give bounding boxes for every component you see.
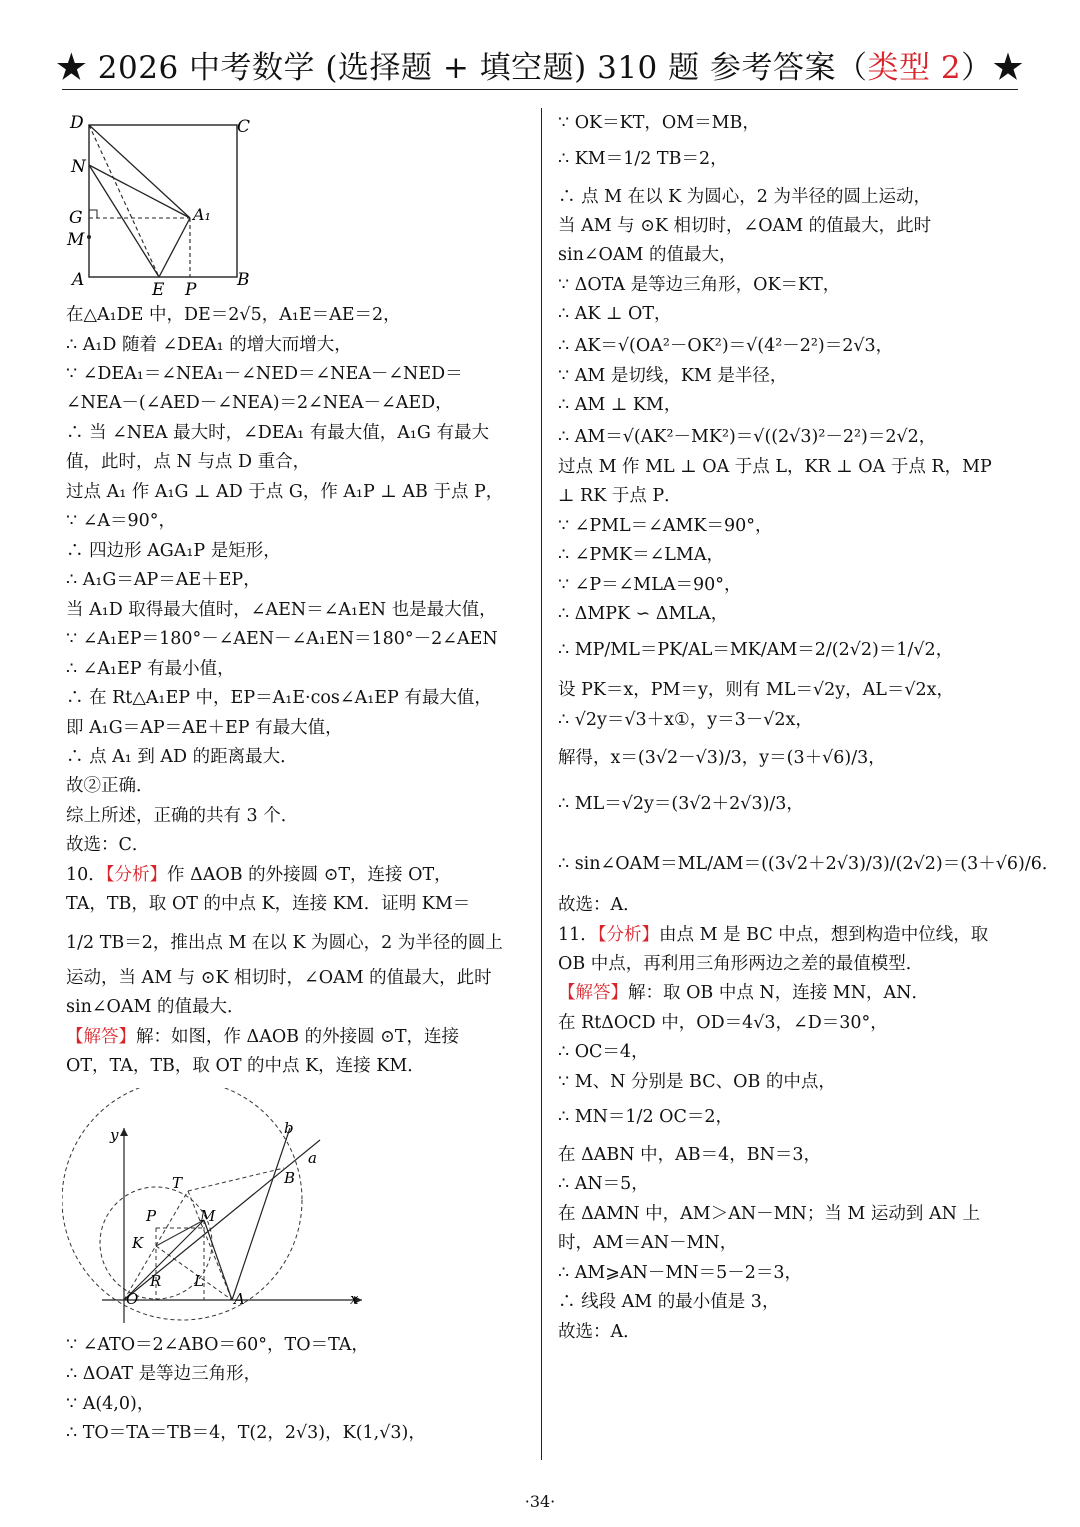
text-line: ∵ ∠P＝∠MLA＝90°，	[558, 575, 742, 595]
circle-figure	[62, 1088, 372, 1328]
fig2-label-P: P	[146, 1207, 157, 1225]
text-line: ∠NEA－(∠AED－∠NEA)＝2∠NEA－∠AED，	[66, 393, 453, 413]
fig2-label-T: T	[172, 1174, 183, 1192]
fig1-label-A1: A₁	[193, 205, 211, 224]
text-line: 故选：C．	[66, 835, 150, 855]
text-line: OB 中点，再利用三角形两边之差的最值模型．	[558, 954, 924, 974]
text-line: 运动，当 AM 与 ⊙K 相切时，∠OAM 的值最大，此时	[66, 968, 492, 988]
text-line: ∴ 在 Rt△A₁EP 中，EP＝A₁E·cos∠A₁EP 有最大值，	[66, 688, 492, 708]
text-line: 在 ΔAMN 中，AM＞AN－MN；当 M 运动到 AN 上	[558, 1204, 980, 1224]
fig2-label-b: b	[284, 1119, 294, 1137]
text-line: 当 A₁D 取得最大值时，∠AEN＝∠A₁EN 也是最大值，	[66, 600, 497, 620]
text-line: ∵ ∠PML＝∠AMK＝90°，	[558, 516, 773, 536]
square-figure	[62, 110, 262, 300]
text-line: 故选：A．	[558, 895, 641, 915]
text-line: sin∠OAM 的值最大．	[66, 997, 245, 1017]
text-line: 故选：A．	[558, 1322, 641, 1342]
page-number: ·34·	[524, 1492, 556, 1511]
q11-answer-line	[558, 980, 929, 1006]
text-line: ∴ OC＝4，	[558, 1042, 649, 1062]
fig2-label-O: O	[126, 1290, 139, 1308]
text-line: 1/2 TB＝2，推出点 M 在以 K 为圆心，2 为半径的圆上	[66, 933, 503, 953]
q11-number: 11．	[558, 925, 598, 945]
header-prefix: ★ 2026 中考数学 (选择题 + 填空题) 310 题 参考答案（	[55, 50, 868, 86]
text-line: ∴ ∠A₁EP 有最小值，	[66, 659, 235, 679]
text-line: ∴ AM ⊥ KM，	[558, 395, 682, 415]
text-line: sin∠OAM 的值最大，	[558, 245, 737, 265]
fig2-label-L: L	[194, 1272, 204, 1290]
text-line: ∴ TO＝TA＝TB＝4，T(2，2√3)，K(1,√3)，	[66, 1423, 426, 1443]
text-line: ∵ A(4,0)，	[66, 1394, 155, 1414]
text-line: 当 AM 与 ⊙K 相切时，∠OAM 的值最大，此时	[558, 216, 932, 236]
fig2-label-A: A	[234, 1290, 245, 1308]
text-line: ∴ ∠PMK＝∠LMA，	[558, 545, 724, 565]
text-line: ∵ ΔOTA 是等边三角形，OK＝KT，	[558, 275, 841, 295]
text-line: ∴ ΔMPK ∽ ΔMLA，	[558, 604, 729, 624]
text-line: ∴ A₁D 随着 ∠DEA₁ 的增大而增大，	[66, 335, 352, 355]
text-line: ∴ √2y＝√3＋x①，y＝3－√2x，	[558, 710, 813, 730]
text-line: ∴ 当 ∠NEA 最大时，∠DEA₁ 有最大值，A₁G 有最大	[66, 423, 489, 443]
text-line: ⊥ RK 于点 P．	[558, 486, 682, 506]
text-line: ∴ 点 M 在以 K 为圆心，2 为半径的圆上运动，	[558, 187, 932, 207]
fig1-label-M: M	[67, 230, 85, 250]
q10-analysis-text: 作 ΔAOB 的外接圆 ⊙T，连接 OT，	[167, 865, 452, 885]
q10-analysis-tag: 【分析】	[105, 865, 168, 885]
header-type-label: 类型 2	[867, 50, 962, 86]
text-line: ∴ 点 A₁ 到 AD 的距离最大．	[66, 747, 298, 767]
fig1-label-C: C	[237, 117, 251, 137]
text-line: ∵ AM 是切线，KM 是半径，	[558, 366, 788, 386]
text-line: ∴ AK＝√(OA²－OK²)＝√(4²－2²)＝2√3，	[558, 336, 894, 356]
text-line: ∵ ∠ATO＝2∠ABO＝60°，TO＝TA，	[66, 1335, 369, 1355]
q11-answer-tag: 【解答】	[558, 983, 628, 1003]
text-line: 时，AM＝AN－MN，	[558, 1233, 738, 1253]
q10-answer-line	[66, 1024, 459, 1050]
q10-answer-tag: 【解答】	[66, 1027, 136, 1047]
fig2-label-R: R	[150, 1272, 162, 1290]
fig2-label-a: a	[308, 1149, 317, 1167]
text-line: 综上所述，正确的共有 3 个．	[66, 806, 299, 826]
fig2-label-K: K	[132, 1234, 144, 1252]
fig1-label-P: P	[185, 280, 197, 300]
text-line: 过点 A₁ 作 A₁G ⊥ AD 于点 G，作 A₁P ⊥ AB 于点 P，	[66, 482, 504, 502]
text-line: ∴ 线段 AM 的最小值是 3，	[558, 1292, 780, 1312]
q11-answer-text: 解：取 OB 中点 N，连接 MN，AN．	[628, 983, 929, 1003]
text-line: ∵ ∠DEA₁＝∠NEA₁－∠NED＝∠NEA－∠NED＝	[66, 364, 463, 384]
text-line: ∵ M、N 分别是 BC、OB 的中点，	[558, 1072, 836, 1092]
text-line: 在 ΔABN 中，AB＝4，BN＝3，	[558, 1145, 822, 1165]
fig2-label-y: y	[110, 1126, 119, 1144]
text-line: 解得，x＝(3√2－√3)/3，y＝(3＋√6)/3，	[558, 748, 886, 768]
text-line: ∴ AN＝5，	[558, 1174, 649, 1194]
q11-analysis-line	[558, 922, 988, 948]
q10-answer-text: 解：如图，作 ΔAOB 的外接圆 ⊙T，连接	[136, 1027, 460, 1047]
q11-analysis-text: 由点 M 是 BC 中点，想到构造中位线，取	[659, 925, 989, 945]
fig2-label-x: x	[350, 1290, 359, 1308]
text-line: 设 PK＝x，PM＝y，则有 ML＝√2y，AL＝√2x，	[558, 680, 955, 700]
text-line: ∵ ∠A＝90°，	[66, 511, 177, 531]
q10-number: 10．	[66, 865, 106, 885]
text-line: 在△A₁DE 中，DE＝2√5，A₁E＝AE＝2，	[66, 305, 401, 325]
text-line: ∴ AM⩾AN－MN＝5－2＝3，	[558, 1263, 802, 1283]
text-line: ∴ 四边形 AGA₁P 是矩形，	[66, 541, 281, 561]
header-rule	[62, 89, 1018, 90]
text-line: ∴ ΔOAT 是等边三角形，	[66, 1364, 262, 1384]
text-line: ∴ AK ⊥ OT，	[558, 304, 672, 324]
text-line: ∴ A₁G＝AP＝AE＋EP，	[66, 570, 261, 590]
fig2-label-M: M	[200, 1207, 216, 1225]
text-line: TA，TB，取 OT 的中点 K，连接 KM．证明 KM＝	[66, 894, 471, 914]
text-line: ∴ AM＝√(AK²－MK²)＝√((2√3)²－2²)＝2√2，	[558, 427, 937, 447]
text-line: 即 A₁G＝AP＝AE＋EP 有最大值，	[66, 718, 343, 738]
text-line: ∴ MP/ML＝PK/AL＝MK/AM＝2/(2√2)＝1/√2，	[558, 640, 954, 660]
fig1-label-A: A	[72, 270, 85, 290]
page-header	[0, 42, 1080, 87]
text-line: OT，TA，TB，取 OT 的中点 K，连接 KM．	[66, 1056, 425, 1076]
text-line: ∴ KM＝1/2 TB＝2，	[558, 149, 728, 169]
header-suffix: ）★	[961, 50, 1025, 86]
text-line: ∴ sin∠OAM＝ML/AM＝((3√2＋2√3)/3)/(2√2)＝(3＋√6)/6．	[558, 854, 1060, 874]
fig1-label-N: N	[71, 157, 86, 177]
fig2-label-B: B	[284, 1169, 296, 1187]
fig1-label-B: B	[237, 270, 250, 290]
column-divider	[541, 108, 542, 1460]
q11-analysis-tag: 【分析】	[597, 925, 660, 945]
text-line: 在 RtΔOCD 中，OD＝4√3，∠D＝30°，	[558, 1013, 888, 1033]
text-line: 故②正确．	[66, 776, 154, 796]
text-line: ∵ ∠A₁EP＝180°－∠AEN－∠A₁EN＝180°－2∠AEN	[66, 629, 498, 649]
text-line: 过点 M 作 ML ⊥ OA 于点 L，KR ⊥ OA 于点 R，MP	[558, 457, 992, 477]
text-line: ∵ OK＝KT，OM＝MB，	[558, 113, 760, 133]
q10-analysis-line	[66, 862, 452, 888]
fig1-label-E: E	[152, 280, 165, 300]
text-line: 值，此时，点 N 与点 D 重合，	[66, 452, 311, 472]
fig1-label-D: D	[70, 113, 84, 133]
text-line: ∴ ML＝√2y＝(3√2＋2√3)/3，	[558, 794, 804, 814]
text-line: ∴ MN＝1/2 OC＝2，	[558, 1107, 734, 1127]
fig1-label-G: G	[69, 208, 83, 228]
